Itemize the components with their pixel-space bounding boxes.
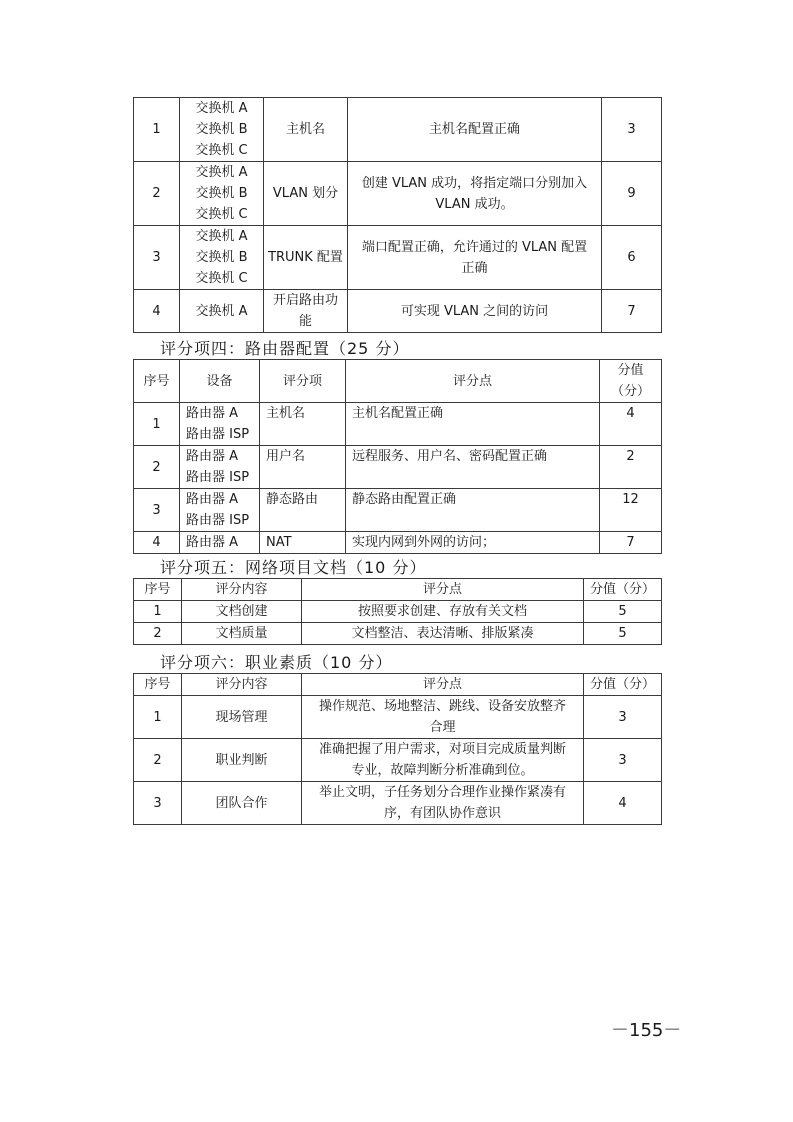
- header-no: 序号: [134, 360, 180, 403]
- table-header-row: [134, 360, 662, 403]
- row-number: 1: [134, 98, 180, 162]
- table-row: [134, 446, 662, 489]
- item-cell: 开启路由功 能: [264, 290, 348, 333]
- item-cell: 用户名: [260, 446, 346, 489]
- point-cell: 文档整洁、表达清晰、排版紧凑: [302, 623, 584, 645]
- device-cell: 路由器 A 路由器 ISP: [180, 446, 260, 489]
- device-cell: 路由器 A: [180, 532, 260, 554]
- item-cell: 静态路由: [260, 489, 346, 532]
- score-cell: 2: [600, 446, 662, 489]
- header-no: 序号: [134, 579, 182, 601]
- row-number: 2: [134, 623, 182, 645]
- point-cell: 准确把握了用户需求，对项目完成质量判断 专业，故障判断分析准确到位。: [302, 739, 584, 782]
- table-row: [134, 601, 662, 623]
- point-cell: 端口配置正确，允许通过的 VLAN 配置 正确: [348, 226, 602, 290]
- score-cell: 4: [600, 403, 662, 446]
- device-cell: 路由器 A 路由器 ISP: [180, 403, 260, 446]
- score-cell: 3: [584, 696, 662, 739]
- item-cell: VLAN 划分: [264, 162, 348, 226]
- table-row: [134, 98, 662, 162]
- page-number: －155－: [611, 1020, 682, 1041]
- device-cell: 交换机 A 交换机 B 交换机 C: [180, 98, 264, 162]
- score-cell: 3: [602, 98, 662, 162]
- content-cell: 文档质量: [182, 623, 302, 645]
- device-cell: 交换机 A: [180, 290, 264, 333]
- row-number: 4: [134, 532, 180, 554]
- table-header-row: [134, 579, 662, 601]
- score-cell: 3: [584, 739, 662, 782]
- header-point: 评分点: [302, 579, 584, 601]
- item-cell: TRUNK 配置: [264, 226, 348, 290]
- row-number: 3: [134, 489, 180, 532]
- table-row: [134, 739, 662, 782]
- header-score: 分值（分）: [584, 674, 662, 696]
- row-number: 2: [134, 739, 182, 782]
- point-cell: 按照要求创建、存放有关文档: [302, 601, 584, 623]
- header-item: 评分项: [260, 360, 346, 403]
- table-header-row: [134, 674, 662, 696]
- score-cell: 5: [584, 601, 662, 623]
- score-cell: 7: [600, 532, 662, 554]
- section-title-professionalism: 评分项六：职业素质（10 分）: [160, 653, 393, 672]
- point-cell: 创建 VLAN 成功，将指定端口分别加入 VLAN 成功。: [348, 162, 602, 226]
- row-number: 4: [134, 290, 180, 333]
- row-number: 1: [134, 403, 180, 446]
- score-cell: 5: [584, 623, 662, 645]
- item-cell: NAT: [260, 532, 346, 554]
- score-cell: 9: [602, 162, 662, 226]
- section-title-router: 评分项四：路由器配置（25 分）: [160, 339, 410, 358]
- header-score: 分值（分）: [584, 579, 662, 601]
- point-cell: 举止文明，子任务划分合理作业操作紧凑有 序，有团队协作意识: [302, 782, 584, 825]
- table-row: [134, 489, 662, 532]
- row-number: 1: [134, 601, 182, 623]
- header-content: 评分内容: [182, 579, 302, 601]
- table-row: [134, 623, 662, 645]
- point-cell: 主机名配置正确: [346, 403, 600, 446]
- point-cell: 操作规范、场地整洁、跳线、设备安放整齐 合理: [302, 696, 584, 739]
- switch-config-table: [133, 97, 662, 333]
- table-row: [134, 290, 662, 333]
- score-cell: 4: [584, 782, 662, 825]
- section-title-documentation: 评分项五：网络项目文档（10 分）: [160, 558, 427, 577]
- row-number: 3: [134, 226, 180, 290]
- table-row: [134, 226, 662, 290]
- point-cell: 主机名配置正确: [348, 98, 602, 162]
- row-number: 3: [134, 782, 182, 825]
- header-content: 评分内容: [182, 674, 302, 696]
- content-cell: 团队合作: [182, 782, 302, 825]
- content-cell: 现场管理: [182, 696, 302, 739]
- point-cell: 远程服务、用户名、密码配置正确: [346, 446, 600, 489]
- point-cell: 实现内网到外网的访问；: [346, 532, 600, 554]
- device-cell: 路由器 A 路由器 ISP: [180, 489, 260, 532]
- header-score: 分值 （分）: [600, 360, 662, 403]
- score-cell: 6: [602, 226, 662, 290]
- table-row: [134, 782, 662, 825]
- row-number: 2: [134, 162, 180, 226]
- score-cell: 12: [600, 489, 662, 532]
- table-row: [134, 532, 662, 554]
- router-config-table: [133, 359, 662, 554]
- point-cell: 静态路由配置正确: [346, 489, 600, 532]
- content-cell: 文档创建: [182, 601, 302, 623]
- device-cell: 交换机 A 交换机 B 交换机 C: [180, 226, 264, 290]
- score-cell: 7: [602, 290, 662, 333]
- device-cell: 交换机 A 交换机 B 交换机 C: [180, 162, 264, 226]
- item-cell: 主机名: [260, 403, 346, 446]
- professionalism-table: [133, 673, 662, 825]
- content-cell: 职业判断: [182, 739, 302, 782]
- header-point: 评分点: [302, 674, 584, 696]
- row-number: 1: [134, 696, 182, 739]
- documentation-table: [133, 578, 662, 645]
- table-row: [134, 696, 662, 739]
- item-cell: 主机名: [264, 98, 348, 162]
- table-row: [134, 162, 662, 226]
- header-device: 设备: [180, 360, 260, 403]
- header-point: 评分点: [346, 360, 600, 403]
- point-cell: 可实现 VLAN 之间的访问: [348, 290, 602, 333]
- header-no: 序号: [134, 674, 182, 696]
- table-row: [134, 403, 662, 446]
- row-number: 2: [134, 446, 180, 489]
